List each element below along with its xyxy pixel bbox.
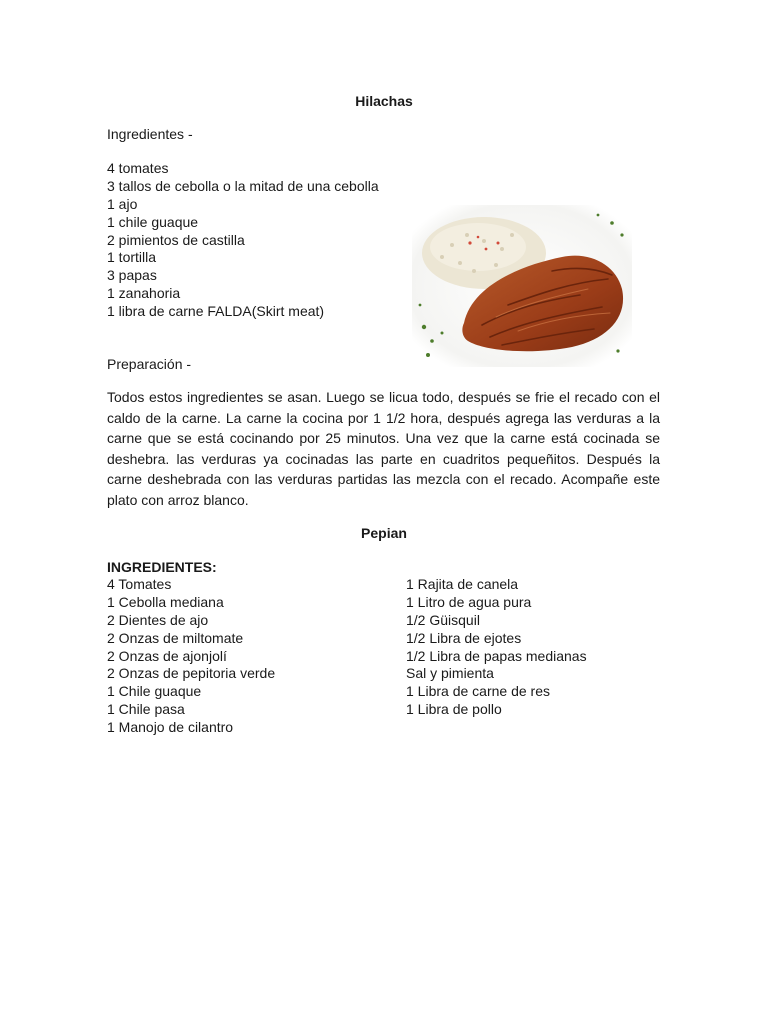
pepian-ingredients-header: INGREDIENTES: (107, 559, 217, 575)
ingredient-item: 4 Tomates (107, 576, 172, 592)
ingredient-item: 4 tomates (107, 160, 169, 176)
ingredient-item: 1 zanahoria (107, 285, 181, 302)
ingredient-item: 2 Onzas de pepitoria verde (107, 665, 276, 682)
ingredient-item: 3 tallos de cebolla o la mitad de una cebolla (107, 177, 379, 194)
ingredient-item: 3 papas (107, 267, 157, 284)
hilachas-ingredients-label: Ingredientes - (107, 126, 193, 142)
ingredient-item: 1/2 Libra de papas medianas (406, 647, 587, 664)
ingredient-item: 1 Cebolla mediana (107, 593, 224, 610)
ingredient-item: 1 Libra de carne de res (406, 683, 550, 700)
recipe-title-hilachas: Hilachas (355, 93, 413, 109)
ingredient-item: 1/2 Güisquil (406, 611, 480, 628)
pepian-ingredients-right-list (406, 576, 587, 719)
ingredient-item: 1 libra de carne FALDA(Skirt meat) (107, 303, 325, 320)
hilachas-preparation-text: Todos estos ingredientes se asan. Luego se licua todo, después se frie el recado con el caldo de la carne. La carne la cocina por 1 1/2 hora, después agrega las verduras a la carne que se está cocinando por 25 minutos. Una vez que la carne está cocinada se deshebra. las verduras ya cocinadas las parte en cuadritos pequeñitos. Después la carne deshebrada con las verduras partidas las mezcla con el recado. Acompañe este plato con arroz blanco. (107, 389, 660, 508)
hilachas-dish-photo (412, 205, 632, 367)
ingredient-item: 1 Litro de agua pura (406, 593, 532, 610)
ingredient-item: 1 Chile pasa (107, 701, 185, 718)
ingredient-item: 2 Onzas de miltomate (107, 629, 244, 646)
ingredient-item: 1 Chile guaque (107, 683, 202, 700)
ingredient-item: 1 ajo (107, 195, 138, 212)
pepian-ingredients-left-list (107, 576, 275, 737)
hilachas-preparation-label: Preparación - (107, 356, 192, 372)
ingredient-item: 1 tortilla (107, 249, 157, 266)
ingredient-item: 1 Libra de pollo (406, 701, 502, 718)
ingredient-item: 2 Onzas de ajonjolí (107, 647, 227, 664)
recipe-title-pepian: Pepian (361, 525, 407, 541)
ingredient-item: 1 Manojo de cilantro (107, 719, 234, 736)
ingredient-item: 1 chile guaque (107, 213, 199, 230)
hilachas-ingredients-list (107, 160, 379, 321)
ingredient-item: 1/2 Libra de ejotes (406, 629, 522, 646)
ingredient-item: Sal y pimienta (406, 665, 494, 682)
ingredient-item: 2 pimientos de castilla (107, 231, 245, 248)
ingredient-item: 2 Dientes de ajo (107, 611, 209, 628)
ingredient-item: 1 Rajita de canela (406, 576, 519, 592)
